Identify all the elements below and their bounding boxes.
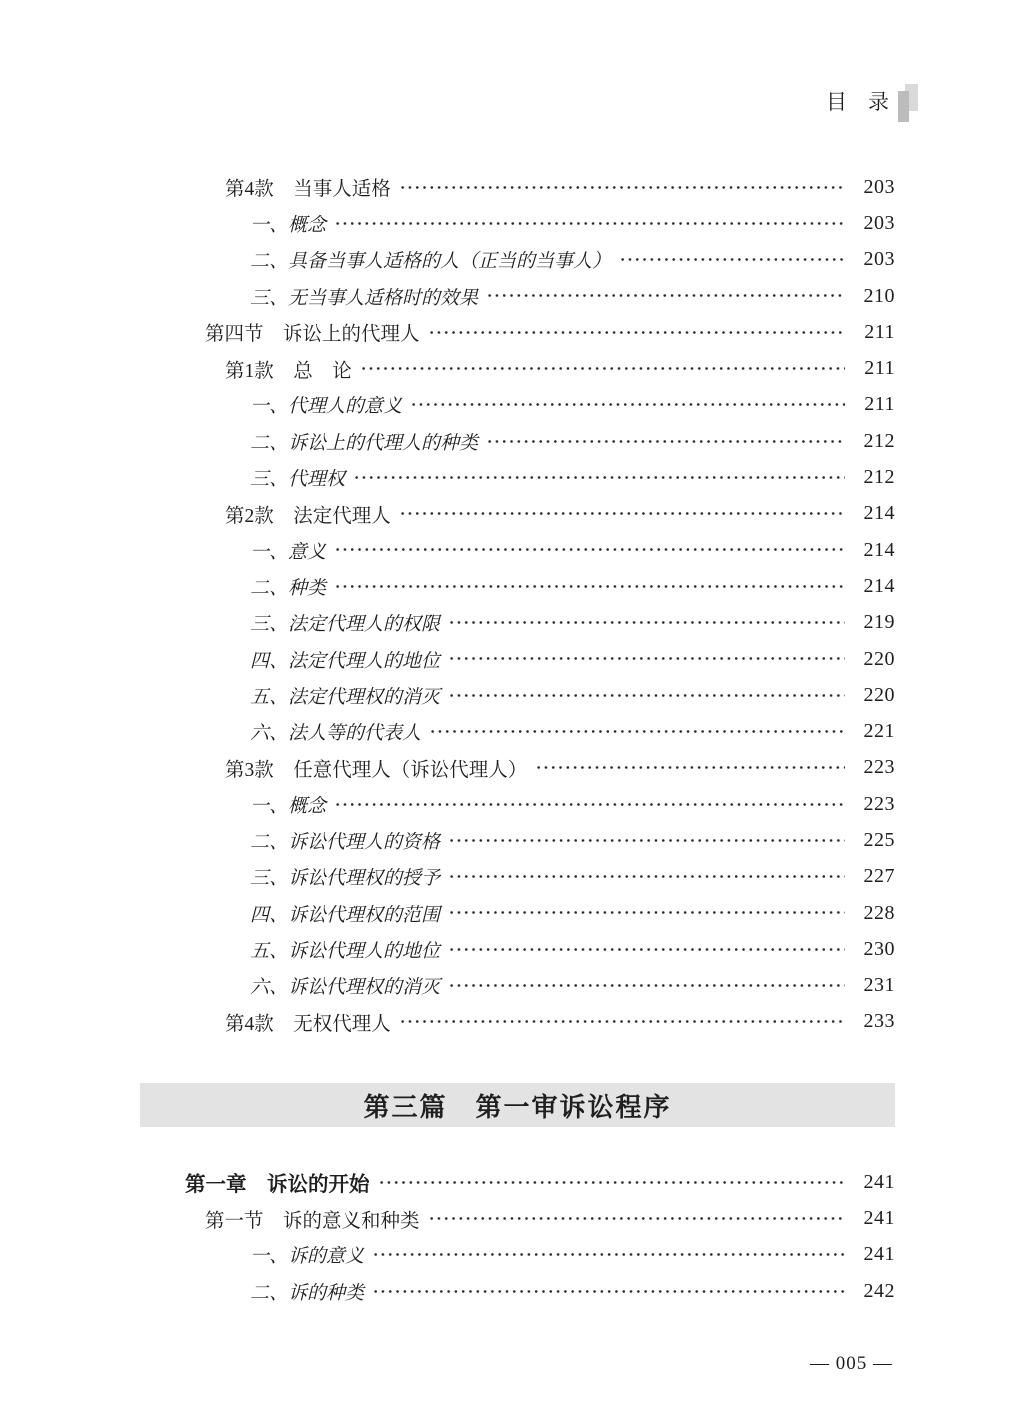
toc-leader-dots (334, 786, 845, 822)
toc-entry (250, 859, 895, 895)
toc-leader-dots (486, 278, 845, 314)
toc-entry-page-number: 212 (863, 429, 895, 452)
toc-entry-page-number: 230 (863, 937, 895, 960)
toc-entry (250, 1237, 895, 1273)
toc-entry (250, 1273, 895, 1309)
toc-entry-label: 一、概念 (250, 214, 327, 236)
toc-list-after-part (185, 1164, 895, 1309)
toc-entry (250, 786, 895, 822)
toc-entry (250, 568, 895, 604)
toc-entry (185, 1164, 895, 1200)
toc-entry-page-number: 203 (863, 175, 895, 198)
toc-entry (250, 677, 895, 713)
toc-leader-dots (448, 641, 845, 677)
toc-entry-label: 六、诉讼代理权的消灭 (250, 977, 441, 999)
toc-entry-page-number: 214 (863, 502, 895, 525)
toc-entry-label: 五、法定代理权的消灭 (250, 686, 441, 708)
toc-entry-page-number: 228 (863, 901, 895, 924)
toc-entry (205, 314, 895, 350)
toc-entry-label: 第一节 诉的意义和种类 (205, 1209, 420, 1232)
toc-entry-label: 三、无当事人适格时的效果 (250, 287, 479, 309)
toc-entry-label: 三、法定代理人的权限 (250, 614, 441, 636)
toc-entry (250, 822, 895, 858)
toc-entry-label: 三、诉讼代理权的授予 (250, 868, 441, 890)
toc-entry-label: 第一章 诉讼的开始 (185, 1173, 370, 1197)
toc-entry-page-number: 220 (863, 647, 895, 670)
toc-entry-page-number: 212 (863, 466, 895, 489)
toc-entry (250, 205, 895, 241)
toc-entry (225, 350, 895, 386)
toc-entry-page-number: 221 (863, 720, 895, 743)
toc-entry (250, 895, 895, 931)
toc-entry (250, 387, 895, 423)
toc-leader-dots (353, 459, 845, 495)
toc-column (185, 169, 895, 1309)
toc-leader-dots (448, 859, 845, 895)
toc-entry (250, 968, 895, 1004)
toc-entry-page-number: 241 (863, 1207, 895, 1230)
toc-entry-page-number: 214 (863, 538, 895, 561)
toc-entry-page-number: 241 (863, 1243, 895, 1266)
toc-leader-dots (535, 750, 845, 786)
folio-page-number: — 005 — (810, 1353, 893, 1374)
toc-leader-dots (448, 931, 845, 967)
toc-entry-label: 一、诉的意义 (250, 1246, 365, 1268)
toc-entry (225, 1004, 895, 1040)
toc-entry-label: 五、诉讼代理人的地位 (250, 940, 441, 962)
toc-entry (205, 1200, 895, 1236)
toc-entry-page-number: 203 (863, 248, 895, 271)
toc-entry-page-number: 214 (863, 574, 895, 597)
toc-leader-dots (410, 387, 845, 423)
toc-entry-page-number: 227 (863, 865, 895, 888)
toc-entry-page-number: 223 (863, 756, 895, 779)
toc-entry (250, 931, 895, 967)
toc-entry (225, 169, 895, 205)
toc-entry-page-number: 242 (863, 1279, 895, 1302)
toc-entry-page-number: 233 (863, 1010, 895, 1033)
toc-entry-page-number: 211 (864, 357, 895, 380)
toc-entry-label: 三、代理权 (250, 469, 346, 491)
toc-entry-label: 第3款 任意代理人（诉讼代理人） (225, 759, 528, 781)
toc-entry-page-number: 211 (864, 393, 895, 416)
toc-leader-dots (334, 532, 845, 568)
toc-leader-dots (334, 205, 845, 241)
toc-entry-page-number: 241 (863, 1170, 895, 1193)
toc-entry (250, 532, 895, 568)
toc-leader-dots (429, 713, 845, 749)
toc-leader-dots (448, 822, 845, 858)
toc-entry-page-number: 225 (863, 828, 895, 851)
toc-entry-label: 六、法人等的代表人 (250, 723, 422, 745)
toc-entry (225, 496, 895, 532)
toc-leader-dots (448, 895, 845, 931)
toc-entry-page-number: 223 (863, 792, 895, 815)
toc-leader-dots (372, 1273, 845, 1309)
toc-entry-label: 四、法定代理人的地位 (250, 650, 441, 672)
toc-leader-dots (448, 605, 845, 641)
toc-leader-dots (399, 169, 845, 205)
toc-entry-label: 二、种类 (250, 577, 327, 599)
toc-leader-dots (399, 496, 845, 532)
toc-entry (250, 641, 895, 677)
toc-header-title: 目 录 (826, 90, 889, 114)
toc-entry (250, 242, 895, 278)
toc-entry-page-number: 220 (863, 683, 895, 706)
toc-entry-page-number: 203 (863, 211, 895, 234)
toc-leader-dots (334, 568, 845, 604)
toc-entry (250, 423, 895, 459)
toc-leader-dots (448, 968, 845, 1004)
toc-entry-label: 第1款 总 论 (225, 360, 352, 382)
page-header (826, 84, 922, 128)
toc-list-before-part (185, 169, 895, 1040)
toc-entry-label: 二、诉讼上的代理人的种类 (250, 432, 479, 454)
toc-entry-page-number: 211 (864, 320, 895, 343)
toc-entry (250, 278, 895, 314)
toc-entry-label: 一、代理人的意义 (250, 396, 403, 418)
toc-entry (250, 459, 895, 495)
toc-entry-label: 第4款 当事人适格 (225, 179, 391, 201)
toc-entry-label: 二、诉的种类 (250, 1282, 365, 1304)
toc-entry (250, 605, 895, 641)
part-banner (140, 1083, 895, 1127)
toc-leader-dots (360, 350, 845, 386)
toc-leader-dots (619, 242, 845, 278)
toc-entry-label: 第四节 诉讼上的代理人 (205, 323, 420, 346)
toc-entry-label: 第2款 法定代理人 (225, 505, 391, 527)
toc-entry-label: 四、诉讼代理权的范围 (250, 904, 441, 926)
header-ornament-dark-bar (898, 91, 909, 122)
toc-leader-dots (486, 423, 845, 459)
toc-leader-dots (428, 314, 845, 350)
toc-leader-dots (399, 1004, 845, 1040)
toc-leader-dots (372, 1237, 845, 1273)
toc-entry-page-number: 219 (863, 611, 895, 634)
toc-leader-dots (378, 1164, 846, 1200)
part-banner-title: 第三篇 第一审诉讼程序 (363, 1091, 672, 1122)
toc-entry-label: 第4款 无权代理人 (225, 1013, 391, 1035)
toc-leader-dots (428, 1200, 845, 1236)
toc-entry-label: 一、概念 (250, 795, 327, 817)
toc-entry-label: 一、意义 (250, 541, 327, 563)
toc-entry-page-number: 210 (863, 284, 895, 307)
toc-leader-dots (448, 677, 845, 713)
toc-entry-page-number: 231 (863, 974, 895, 997)
toc-entry (225, 750, 895, 786)
page-footer (787, 1331, 893, 1397)
toc-entry-label: 二、诉讼代理人的资格 (250, 831, 441, 853)
toc-entry-label: 二、具备当事人适格的人（正当的当事人） (250, 251, 612, 273)
toc-entry (250, 713, 895, 749)
header-ornament (896, 84, 922, 128)
